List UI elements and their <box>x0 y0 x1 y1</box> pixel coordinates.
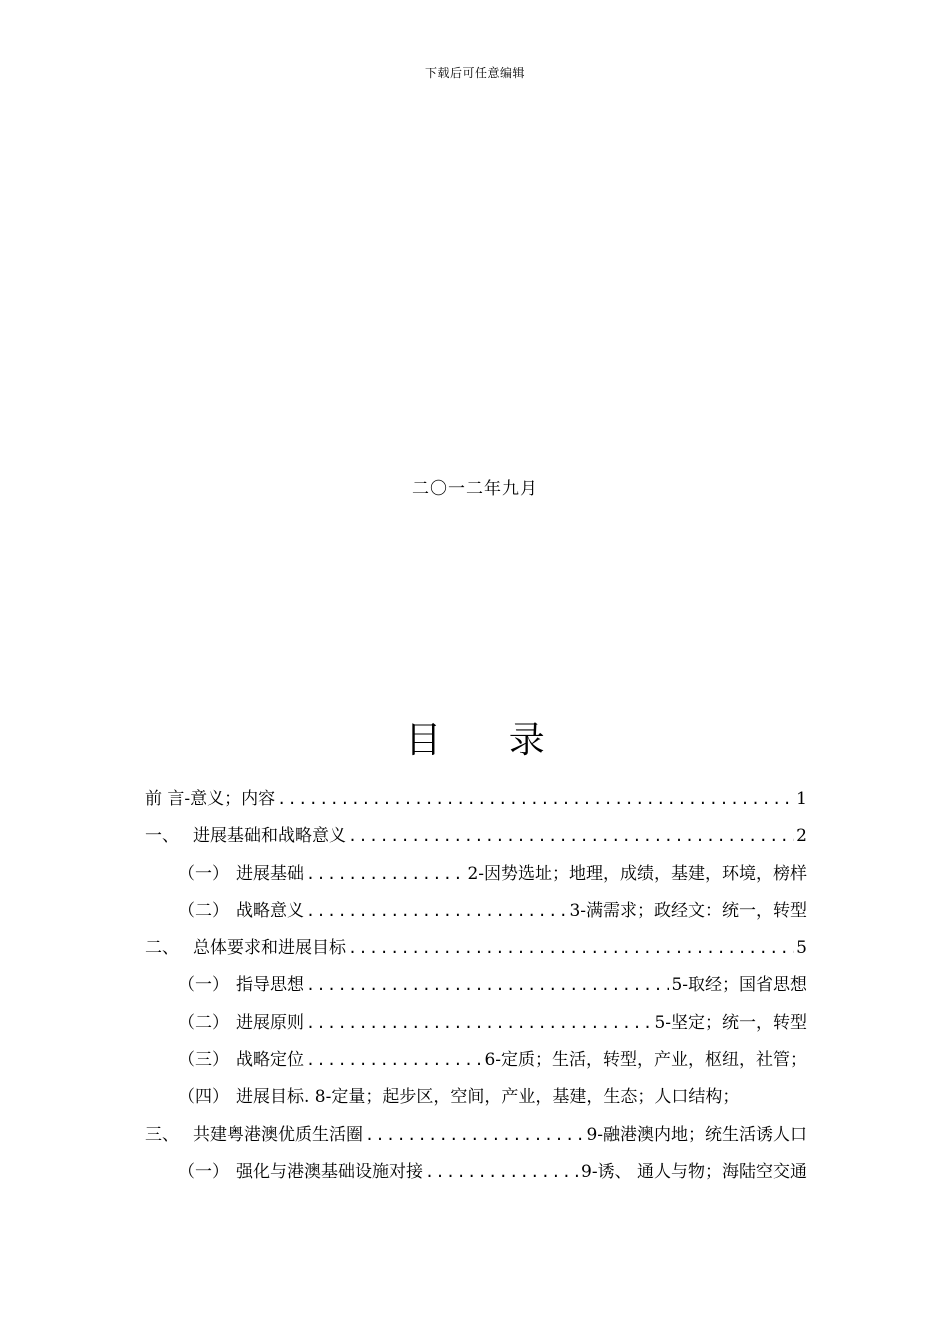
toc-entry-section-3-1[interactable] <box>145 1157 807 1194</box>
toc-entry-number: 一、 <box>145 826 179 847</box>
toc-entry-section-3[interactable] <box>145 1120 807 1157</box>
page-header: 下载后可任意编辑 <box>424 66 525 80</box>
toc-entry-label: 总体要求和进展目标 <box>193 938 346 959</box>
toc-entry-number: （二） <box>178 1012 229 1033</box>
toc-entry-section-2-1[interactable] <box>145 970 807 1007</box>
toc-entry-number: （二） <box>178 900 229 921</box>
toc-entry-section-2-3[interactable] <box>145 1045 807 1082</box>
toc-entry-section-2[interactable] <box>145 933 807 970</box>
toc-entry-number: （四） <box>178 1087 229 1108</box>
toc-entry-label: 进展原则 <box>236 1012 304 1033</box>
toc-entry-number: （一） <box>178 863 229 884</box>
document-date: 二〇一二年九月 <box>412 479 538 499</box>
toc-leader-dots <box>425 1163 579 1181</box>
toc-entry-page: 3-满需求；政经文：统一，转型 <box>569 900 807 921</box>
toc-leader-dots <box>365 1126 584 1144</box>
toc-entry-label: 进展基础和战略意义 <box>193 826 346 847</box>
toc-title: 目 录 <box>405 720 573 761</box>
toc-entry-section-2-2[interactable] <box>145 1008 807 1045</box>
toc-entry-label: 共建粤港澳优质生活圈 <box>193 1124 363 1145</box>
toc-entry-page: 5-坚定；统一，转型 <box>654 1012 807 1033</box>
toc-leader-dots <box>306 1014 652 1032</box>
toc-entry-section-2-4[interactable] <box>145 1082 807 1119</box>
toc-entry-number: 二、 <box>145 938 179 959</box>
toc-entry-number: 三、 <box>145 1124 179 1145</box>
toc-entry-page: 5 <box>796 938 807 959</box>
toc-entry-number: （一） <box>178 975 229 996</box>
toc-entry-label: 进展目标. 8-定量；起步区，空间，产业，基建，生态；人口结构； <box>236 1087 740 1108</box>
toc-entry-page: 9-诱、 通人与物；海陆空交通 <box>581 1161 807 1182</box>
toc-entry-label: 战略定位 <box>236 1050 304 1071</box>
toc-entry-page: 2 <box>796 826 807 847</box>
table-of-contents <box>145 784 807 1194</box>
toc-leader-dots <box>277 790 794 808</box>
toc-entry-page: 9-融港澳内地；统生活诱人口 <box>586 1124 807 1145</box>
toc-entry-page: 5-取经；国省思想 <box>671 975 807 996</box>
toc-entry-section-1-1[interactable] <box>145 859 807 896</box>
toc-entry-label: 进展基础 <box>236 863 304 884</box>
toc-entry-label: 强化与港澳基础设施对接 <box>236 1161 423 1182</box>
toc-entry-preface[interactable] <box>145 784 807 821</box>
toc-leader-dots <box>348 939 794 957</box>
toc-entry-section-1-2[interactable] <box>145 896 807 933</box>
toc-entry-label: 指导思想 <box>236 975 304 996</box>
toc-entry-page: 6-定质；生活，转型，产业，枢纽，社管； <box>484 1050 807 1071</box>
toc-entry-page: 2-因势选址；地理，成绩，基建，环境，榜样 <box>467 863 807 884</box>
toc-leader-dots <box>306 1051 482 1069</box>
toc-entry-page: 1 <box>796 789 807 809</box>
toc-leader-dots <box>306 902 567 920</box>
toc-entry-section-1[interactable] <box>145 821 807 858</box>
toc-entry-number: （三） <box>178 1050 229 1071</box>
toc-leader-dots <box>348 827 794 845</box>
toc-entry-label: 战略意义 <box>236 900 304 921</box>
toc-leader-dots <box>306 976 669 994</box>
toc-entry-label: 前 言-意义；内容 <box>145 789 276 809</box>
toc-entry-number: （一） <box>178 1161 229 1182</box>
toc-leader-dots <box>306 865 465 883</box>
